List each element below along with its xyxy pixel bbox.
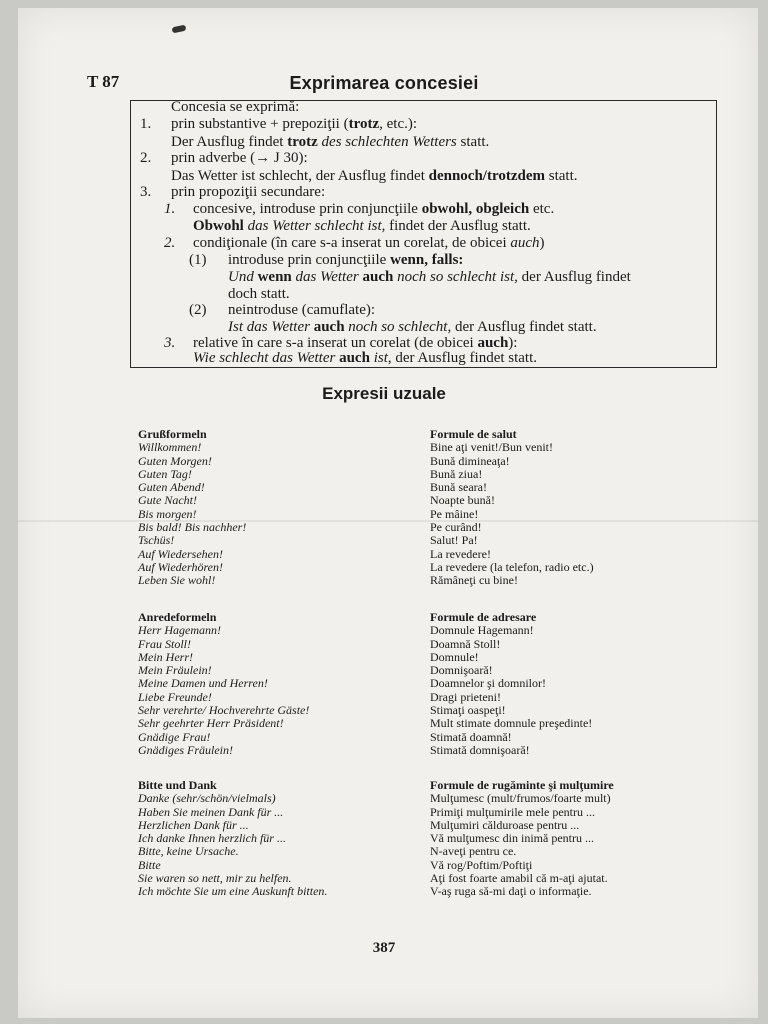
list-item: Gute Nacht! bbox=[138, 493, 197, 508]
item-1-number: 1. bbox=[140, 116, 152, 132]
unit-label: T 87 bbox=[87, 72, 120, 91]
list-item: Doamnelor şi domnilor! bbox=[430, 676, 546, 691]
list-item: Pe mâine! bbox=[430, 506, 479, 521]
item-1-text: prin substantive + prepoziţii (trotz, etc.): bbox=[171, 116, 418, 132]
list-item: Bitte bbox=[138, 857, 161, 872]
sub-3-example: Wie schlecht das Wetter auch ist, der Ausflug findet statt. bbox=[193, 350, 538, 366]
sub-1-example: Obwohl das Wetter schlecht ist, findet der Ausflug statt. bbox=[193, 218, 531, 234]
thanks-de-column bbox=[138, 779, 327, 899]
list-item: Mulţumesc (mult/frumos/foarte mult) bbox=[430, 791, 611, 806]
list-item: Sie waren so nett, mir zu helfen. bbox=[138, 871, 292, 886]
item-2-example: Das Wetter ist schlecht, der Ausflug findet dennoch/trotzdem statt. bbox=[171, 168, 578, 184]
expressions-title: Expresii uzuale bbox=[322, 384, 446, 403]
list-item: Ich danke Ihnen herzlich für ... bbox=[138, 831, 286, 846]
list-item: Sehr verehrte/ Hochverehrte Gäste! bbox=[138, 703, 310, 718]
list-item: Bună ziua! bbox=[430, 466, 483, 481]
item-3-number: 3. bbox=[140, 184, 152, 200]
list-item: Stimaţi oaspeţi! bbox=[430, 703, 506, 718]
list-item: Meine Damen und Herren! bbox=[138, 676, 268, 691]
list-item: Leben Sie wohl! bbox=[138, 573, 216, 588]
list-item: Domnule Hagemann! bbox=[430, 623, 534, 638]
address-de-heading: Anredeformeln bbox=[138, 610, 217, 624]
greetings-ro-heading: Formule de salut bbox=[430, 427, 517, 441]
address-de-column bbox=[138, 611, 309, 757]
list-item: La revedere! bbox=[430, 546, 491, 561]
list-item: Stimată doamnă! bbox=[430, 729, 512, 744]
list-item: V-aş ruga să-mi daţi o informaţie. bbox=[430, 884, 592, 899]
sub-3-number: 3. bbox=[164, 335, 176, 351]
list-item: Salut! Pa! bbox=[430, 533, 478, 548]
list-item: Frau Stoll! bbox=[138, 636, 191, 651]
list-item: Gnädige Frau! bbox=[138, 729, 211, 744]
sub-2-point-1-example-cont: doch statt. bbox=[228, 286, 290, 302]
list-item: Domnule! bbox=[430, 649, 479, 664]
item-2-number: 2. bbox=[140, 150, 152, 166]
list-item: Doamnă Stoll! bbox=[430, 636, 501, 651]
list-item: Noapte bună! bbox=[430, 493, 495, 508]
sub-1-number: 1. bbox=[164, 201, 176, 217]
sub-3-text: relative în care s-a inserat un corelat (de obicei auch): bbox=[193, 335, 518, 351]
list-item: Aţi fost foarte amabil că m-aţi ajutat. bbox=[430, 871, 608, 886]
list-item: Herr Hagemann! bbox=[138, 623, 221, 638]
thanks-de-heading: Bitte und Dank bbox=[138, 778, 217, 792]
list-item: Danke (sehr/schön/vielmals) bbox=[138, 791, 276, 806]
list-item: Guten Tag! bbox=[138, 466, 192, 481]
thanks-ro-heading: Formule de rugăminte şi mulţumire bbox=[430, 778, 614, 792]
list-item: Dragi prieteni! bbox=[430, 689, 501, 704]
list-item: Mein Herr! bbox=[138, 649, 193, 664]
sub-2-point-2-example: Ist das Wetter auch noch so schlecht, der Ausflug findet statt. bbox=[228, 319, 597, 335]
list-item: Mulţumiri călduroase pentru ... bbox=[430, 817, 580, 832]
list-item: Bis bald! Bis nachher! bbox=[138, 520, 247, 535]
list-item: Bună dimineaţa! bbox=[430, 453, 510, 468]
list-item: Tschüs! bbox=[138, 533, 175, 548]
sub-2-point-1-text: introduse prin conjuncţiile wenn, falls: bbox=[228, 252, 464, 268]
item-1-example: Der Ausflug findet trotz des schlechten Wetters statt. bbox=[171, 134, 490, 150]
list-item: Mein Fräulein! bbox=[138, 663, 212, 678]
sub-2-point-1-number: (1) bbox=[189, 252, 207, 268]
list-item: Pe curând! bbox=[430, 520, 482, 535]
greetings-de-heading: Grußformeln bbox=[138, 427, 207, 441]
list-item: Auf Wiederhören! bbox=[138, 559, 223, 574]
sub-2-point-2-text: neintroduse (camuflate): bbox=[228, 302, 376, 318]
greetings-ro-column bbox=[430, 428, 594, 588]
list-item: Herzlichen Dank für ... bbox=[138, 817, 249, 832]
sub-2-number: 2. bbox=[164, 235, 176, 251]
list-item: Willkommen! bbox=[138, 440, 202, 455]
list-item: Stimată domnişoară! bbox=[430, 742, 530, 757]
list-item: Gnädiges Fräulein! bbox=[138, 742, 233, 757]
address-ro-column bbox=[430, 611, 592, 757]
page-title: Exprimarea concesiei bbox=[289, 73, 479, 93]
list-item: Guten Abend! bbox=[138, 480, 205, 495]
page-number: 387 bbox=[372, 940, 396, 956]
item-2-text: prin adverbe (→ J 30): bbox=[171, 150, 308, 166]
list-item: Haben Sie meinen Dank für ... bbox=[138, 804, 284, 819]
sub-2-point-2-number: (2) bbox=[189, 302, 207, 318]
thanks-ro-column bbox=[430, 779, 614, 899]
list-item: La revedere (la telefon, radio etc.) bbox=[430, 559, 594, 574]
item-3-text: prin propoziţii secundare: bbox=[171, 184, 326, 200]
list-item: Vă rog/Poftim/Poftiţi bbox=[430, 857, 533, 872]
list-item: Ich möchte Sie um eine Auskunft bitten. bbox=[138, 884, 328, 899]
sub-2-text: condiţionale (în care s-a inserat un corelat, de obicei auch) bbox=[193, 235, 545, 251]
list-item: N-aveţi pentru ce. bbox=[430, 844, 517, 859]
list-item: Domnişoară! bbox=[430, 663, 493, 678]
fold-line bbox=[18, 520, 758, 522]
list-item: Guten Morgen! bbox=[138, 453, 212, 468]
address-ro-heading: Formule de adresare bbox=[430, 610, 537, 624]
list-item: Bine aţi venit!/Bun venit! bbox=[430, 440, 553, 455]
list-item: Sehr geehrter Herr Präsident! bbox=[138, 716, 284, 731]
list-item: Vă mulţumesc din inimă pentru ... bbox=[430, 831, 594, 846]
list-item: Mult stimate domnule preşedinte! bbox=[430, 716, 593, 731]
greetings-de-column bbox=[138, 428, 246, 588]
list-item: Bitte, keine Ursache. bbox=[138, 844, 239, 859]
sub-2-point-1-example: Und wenn das Wetter auch noch so schlecht ist, der Ausflug findet bbox=[228, 269, 631, 285]
box-intro: Concesia se exprimă: bbox=[171, 99, 300, 115]
list-item: Primiţi mulţumirile mele pentru ... bbox=[430, 804, 595, 819]
list-item: Rămâneţi cu bine! bbox=[430, 573, 518, 588]
list-item: Bis morgen! bbox=[138, 506, 197, 521]
list-item: Bună seara! bbox=[430, 480, 487, 495]
list-item: Liebe Freunde! bbox=[138, 689, 212, 704]
list-item: Auf Wiedersehen! bbox=[138, 546, 223, 561]
sub-1-text: concesive, introduse prin conjuncţiile obwohl, obgleich etc. bbox=[193, 201, 555, 217]
